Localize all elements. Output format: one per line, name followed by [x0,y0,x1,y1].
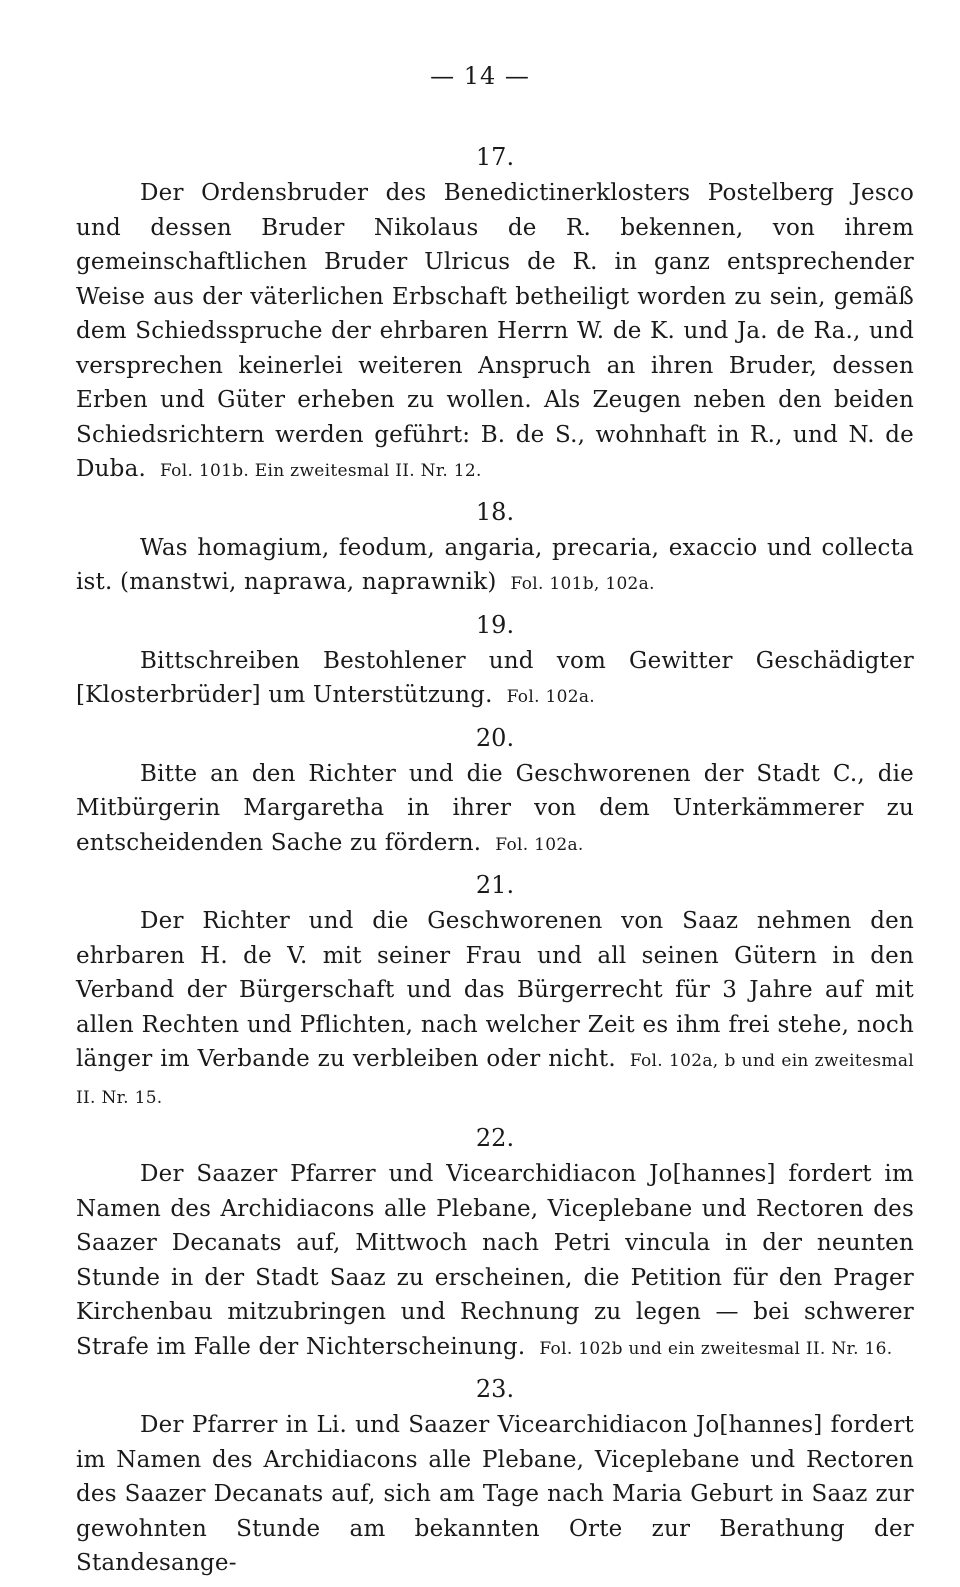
entry-number: 20. [475,723,515,752]
entry-text [76,176,914,489]
entry-text [76,531,914,602]
entry-body: Der Ordensbruder des Benedictinerklosters Postelberg Jesco und dessen Bruder Nikolaus de R. bekennen, von ihrem gemeinschaftlichen Bruder Ulricus de R. in ganz entsprechender Weise aus der väterlichen Erbschaft betheiligt worden zu sein, gemäß dem Schiedsspruche der ehrbaren Herrn W. de K. und Ja. de Ra., und versprechen keinerlei weiteren Anspruch an ihren Bruder, dessen Erben und Güter erheben zu wollen. Als Zeugen neben den beiden Schiedsrichtern werden geführt: B. de S., wohnhaft in R., und N. de Duba. [76,180,914,482]
entry-number: 21. [475,871,515,899]
entry-20 [76,721,914,863]
folio-reference: Fol. 101b, 102a. [510,574,655,594]
entry-body: Der Richter und die Geschworenen von Saaz nehmen den ehrbaren H. de V. mit seiner Frau und all seinen Gütern in den Verband der Bürgerschaft und das Bürgerrecht für 3 Jahre auf mit allen Rechten und Pflichten, nach welcher Zeit es ihm frei stehe, noch länger im Verbande zu verbleiben oder nicht. [76,908,914,1072]
entry-18 [76,495,914,602]
entry-number: 18. [475,497,515,526]
folio-reference: Fol. 102a. [506,687,595,707]
entry-23 [76,1372,914,1581]
entry-text [76,644,914,715]
entry-number: 17. [475,143,515,171]
folio-reference: Fol. 102b und ein zweitesmal II. Nr. 16. [539,1338,893,1359]
entry-22 [76,1121,914,1366]
entry-body: Bittschreiben Bestohlener und vom Gewitter Geschädigter [Klosterbrüder] um Unterstützung. [76,647,914,708]
entry-21 [76,868,914,1115]
entry-number: 23. [475,1375,515,1403]
entry-text [76,904,914,1115]
entry-text [76,1408,914,1581]
entry-text [76,1157,914,1366]
entry-body: Der Pfarrer in Li. und Saazer Vicearchidiacon Jo[hannes] fordert im Namen des Archidiacons alle Plebane, Viceplebane und Rectoren des Saazer Decanats auf, sich am Tage nach Maria Geburt in Saaz zur gewohnten Stunde am bekannten Orte zur Berathung der Standesange- [76,1412,914,1576]
page-number: — 14 — [430,62,530,90]
entry-number: 22. [475,1124,515,1152]
entry-19 [76,608,914,715]
entry-body: Der Saazer Pfarrer und Vicearchidiacon Jo[hannes] fordert im Namen des Archidiacons alle Plebane, Viceplebane und Rectoren des Saazer Decanats auf, Mittwoch nach Petri vincula in der neunten Stunde in der Stadt Saaz zu erscheinen, die Petition für den Prager Kirchenbau mitzubringen und Rechnung zu legen — bei schwerer Strafe im Falle der Nichterscheinung. [76,1161,914,1360]
entry-body: Bitte an den Richter und die Geschworenen der Stadt C., die Mitbürgerin Margaretha in ihrer von dem Unterkämmerer zu entscheidenden Sache zu fördern. [76,760,914,856]
entry-number: 19. [475,610,515,639]
entry-17 [76,140,914,489]
folio-reference: Fol. 102a, b und ein zweitesmal II. Nr. 15. [76,1051,914,1108]
entries-list [76,140,914,1587]
entry-text [76,757,914,863]
folio-reference: Fol. 101b. Ein zweitesmal II. Nr. 12. [160,461,482,481]
folio-reference: Fol. 102a. [495,834,584,855]
entry-body: Was homagium, feodum, angaria, precaria, exaccio und collecta ist. (manstwi, naprawa, naprawnik) [76,534,914,595]
